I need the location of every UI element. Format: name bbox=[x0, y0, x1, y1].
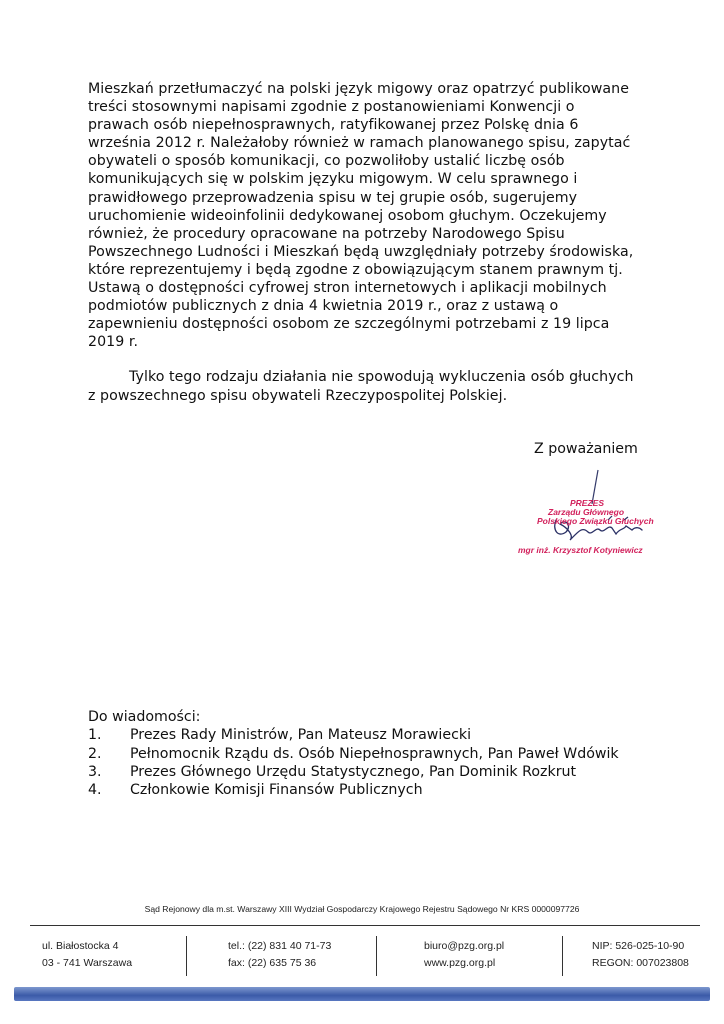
footer-court-registration: Sąd Rejonowy dla m.st. Warszawy XIII Wydział Gospodarczy Krajowego Rejestru Sądowego Nr KRS 0000097726 bbox=[144, 904, 580, 914]
list-number: 2. bbox=[88, 745, 102, 762]
letter-body bbox=[88, 80, 640, 405]
footer-column-separator bbox=[186, 936, 187, 976]
stamp-organization: Polskiego Związku Głuchych bbox=[537, 516, 654, 526]
footer-address bbox=[42, 938, 132, 971]
stamp-board: Zarządu Głównego bbox=[548, 507, 625, 517]
footer-contact-block bbox=[424, 938, 504, 971]
address-city: 03 - 741 Warszawa bbox=[42, 956, 133, 969]
closing-salutation: Z poważaniem bbox=[534, 441, 638, 457]
list-item bbox=[88, 726, 678, 744]
list-text: Prezes Głównego Urzędu Statystycznego, Pan Dominik Rozkrut bbox=[130, 763, 577, 780]
signature-stamp bbox=[512, 466, 662, 560]
footer-divider bbox=[30, 925, 700, 926]
fax-number: fax: (22) 635 75 36 bbox=[228, 956, 317, 969]
footer-registry-block bbox=[592, 938, 689, 971]
list-item bbox=[88, 781, 678, 799]
list-text: Członkowie Komisji Finansów Publicznych bbox=[130, 782, 423, 799]
list-number: 1. bbox=[88, 727, 102, 744]
address-street: ul. Białostocka 4 bbox=[42, 940, 119, 952]
phone-number: tel.: (22) 831 40 71-73 bbox=[228, 940, 332, 952]
nip-number: NIP: 526-025-10-90 bbox=[592, 940, 685, 952]
email-link[interactable]: biuro@pzg.org.pl bbox=[424, 940, 505, 952]
body-paragraph: Mieszkań przetłumaczyć na polski język migowy oraz opatrzyć publikowane treści stosownymi napisami zgodnie z postanowieniami Konwencji o prawach osób niepełnosprawnych, ratyfikowanej przez Polskę dnia 6 września 2012 r. Należałoby również w ramach planowanego spisu, zapytać obywateli o sposób komunikacji, co pozwoliłoby ustalić liczbę osób komunikujących się w polskim języku migowym. W celu sprawnego i prawidłowego przeprowadzenia spisu w tej grupie osób, sugerujemy uruchomienie wideoinfolinii dedykowanej osobom głuchym. Oczekujemy również, że procedury opracowane na potrzeby Narodowego Spisu Powszechnego Ludności i Mieszkań będą uwzględniały potrzeby środowiska, które reprezentujemy i będą zgodne z obowiązującym stanem prawnym tj. Ustawą o dostępności cyfrowej stron internetowych i aplikacji mobilnych podmiotów publicznych z dnia 4 kwietnia 2019 r., oraz z ustawą o zapewnieniu dostępności osobom ze szczególnymi potrzebami z 19 lipca 2019 r. bbox=[88, 81, 634, 351]
list-number: 4. bbox=[88, 782, 102, 799]
list-text: Pełnomocnik Rządu ds. Osób Niepełnosprawnych, Pan Paweł Wdówik bbox=[130, 745, 619, 762]
list-item bbox=[88, 745, 678, 763]
list-item bbox=[88, 763, 678, 781]
footer-column-separator bbox=[562, 936, 563, 976]
stamp-signatory: mgr inż. Krzysztof Kotyniewicz bbox=[518, 545, 643, 555]
footer-color-bar bbox=[14, 987, 710, 1001]
regon-number: REGON: 007023808 bbox=[592, 956, 689, 969]
list-text: Prezes Rady Ministrów, Pan Mateusz Morawiecki bbox=[130, 727, 472, 744]
stamp-title: PREZES bbox=[570, 498, 605, 508]
list-number: 3. bbox=[88, 763, 102, 780]
website-link[interactable]: www.pzg.org.pl bbox=[424, 956, 496, 969]
footer-column-separator bbox=[376, 936, 377, 976]
body-paragraph: Tylko tego rodzaju działania nie spowodują wykluczenia osób głuchych z powszechnego spisu obywateli Rzeczypospolitej Polskiej. bbox=[88, 369, 634, 404]
distribution-heading: Do wiadomości: bbox=[88, 709, 201, 725]
footer-phone-block bbox=[228, 938, 331, 971]
distribution-list bbox=[88, 708, 678, 799]
